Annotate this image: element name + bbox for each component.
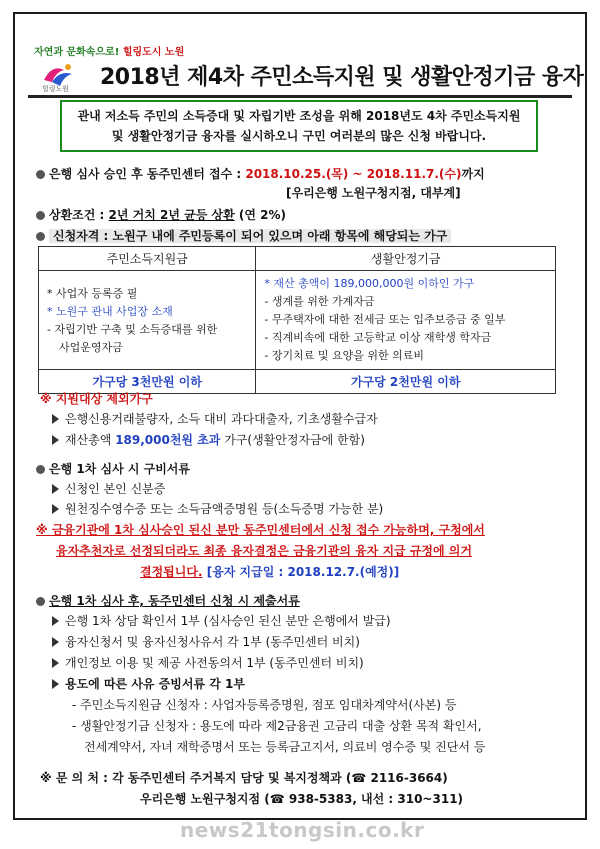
- logo-text: 힐링노원: [42, 85, 70, 92]
- arrow-icon: [52, 414, 59, 424]
- bullet-icon: [36, 465, 45, 474]
- col2-items: * 재산 총액이 189,000,000원 이하인 가구 - 생계를 위한 가계자금 - 무주택자에 대한 전세금 또는 입주보증금 중 일부 - 직계비속에 대한 고등학교 이상 재학생 학자금 - 장기치료 및 요양을 위한 의료비: [256, 271, 556, 370]
- docs2-item-1: 은행 1차 상담 확인서 1부 (심사승인 된신 분만 은행에서 발급): [52, 612, 391, 629]
- exclusion-item-2: 재산총액 189,000천원 초과 가구(생활안정자금에 한함): [52, 431, 365, 448]
- notice-line-2: 융자추천자로 선정되더라도 최종 융자결정은 금융기관의 융자 지급 규정에 의거: [56, 544, 472, 558]
- arrow-icon: [52, 504, 59, 514]
- slogan: 자연과 문화속으로! 힐링도시 노원: [34, 47, 185, 58]
- col1-limit: 가구당 3천만원 이하: [39, 370, 256, 394]
- contact-line-1: ※ 문 의 처 : 각 동주민센터 주거복지 담당 및 복지정책과 (☎ 2116-3664): [40, 771, 448, 785]
- arrow-icon: [52, 435, 59, 445]
- docs2-title: 은행 1차 심사 후, 동주민센터 신청 시 제출서류: [36, 592, 300, 609]
- docs2-sub-3: 전세계약서, 자녀 재학증명서 또는 등록금고지서, 의료비 영수증 및 진단서 등: [84, 740, 486, 754]
- docs2-item-3: 개인정보 이용 및 제공 사전동의서 1부 (동주민센터 비치): [52, 654, 364, 671]
- reception-line: 은행 심사 승인 후 동주민센터 접수 : 2018.10.25.(목) ~ 2018.11.7.(수)까지: [36, 165, 485, 182]
- exclusion-title: ※ 지원대상 제외가구: [40, 392, 153, 406]
- bullet-icon: [36, 170, 45, 179]
- arrow-icon: [52, 484, 59, 494]
- notice-line-1: ※ 금융기관에 1차 심사승인 된신 분만 동주민센터에서 신청 접수 가능하며, 구청에서: [36, 523, 485, 537]
- repayment-line: 상환조건 : 2년 거치 2년 균등 상환 (연 2%): [36, 206, 286, 223]
- docs2-item-4: 용도에 따른 사유 증빙서류 각 1부: [52, 675, 245, 692]
- contact-line-2: 우리은행 노원구청지점 (☎ 938-5383, 내선 : 310~311): [140, 792, 464, 806]
- bullet-icon: [36, 232, 45, 241]
- col1-header: 주민소득지원금: [39, 247, 256, 271]
- arrow-icon: [52, 637, 59, 647]
- arrow-icon: [52, 679, 59, 689]
- page-title: 2018년 제4차 주민소득지원 및 생활안정기금 융자: [100, 65, 584, 90]
- docs1-item-1: 신청인 본인 신분증: [52, 480, 165, 497]
- docs2-sub-1: - 주민소득지원금 신청자 : 사업자등록증명원, 점포 임대차계약서(사본) 등: [72, 698, 457, 712]
- docs2-sub-2: - 생활안정기금 신청자 : 용도에 따라 제2금융권 고금리 대출 상환 목적 확인서,: [72, 719, 482, 733]
- watermark: news21tongsin.co.kr: [180, 818, 425, 842]
- nowon-logo-icon: [38, 60, 78, 92]
- notice-line-3: 결정됩니다. [융자 지급일 : 2018.12.7.(예정)]: [140, 565, 400, 579]
- reception-bank: [우리은행 노원구청지점, 대부계]: [286, 186, 461, 200]
- col2-limit: 가구당 2천만원 이하: [256, 370, 556, 394]
- docs2-item-2: 융자신청서 및 융자신청사유서 각 1부 (동주민센터 비치): [52, 633, 360, 650]
- col1-items: * 사업자 등록증 필 * 노원구 관내 사업장 소재 - 자립기반 구축 및 소득증대를 위한 사업운영자금: [39, 271, 256, 370]
- arrow-icon: [52, 658, 59, 668]
- docs1-title: 은행 1차 심사 시 구비서류: [36, 460, 190, 477]
- bullet-icon: [36, 211, 45, 220]
- arrow-icon: [52, 616, 59, 626]
- exclusion-item-1: 은행신용거래불량자, 소득 대비 과다대출자, 기초생활수급자: [52, 410, 378, 427]
- bullet-icon: [36, 597, 45, 606]
- intro-box: 관내 저소득 주민의 소득증대 및 자립기반 조성을 위해 2018년도 4차 주민소득지원 및 생활안정기금 융자를 실시하오니 구민 여러분의 많은 신청 바랍니다.: [60, 100, 538, 152]
- eligibility-line: 신청자격 : 노원구 내에 주민등록이 되어 있으며 아래 항목에 해당되는 가구: [36, 227, 451, 244]
- col2-header: 생활안정기금: [256, 247, 556, 271]
- docs1-item-2: 원천징수영수증 또는 소득금액증명원 등(소득증명 가능한 분): [52, 500, 383, 517]
- eligibility-table: [38, 246, 556, 394]
- title-underline: [28, 95, 572, 98]
